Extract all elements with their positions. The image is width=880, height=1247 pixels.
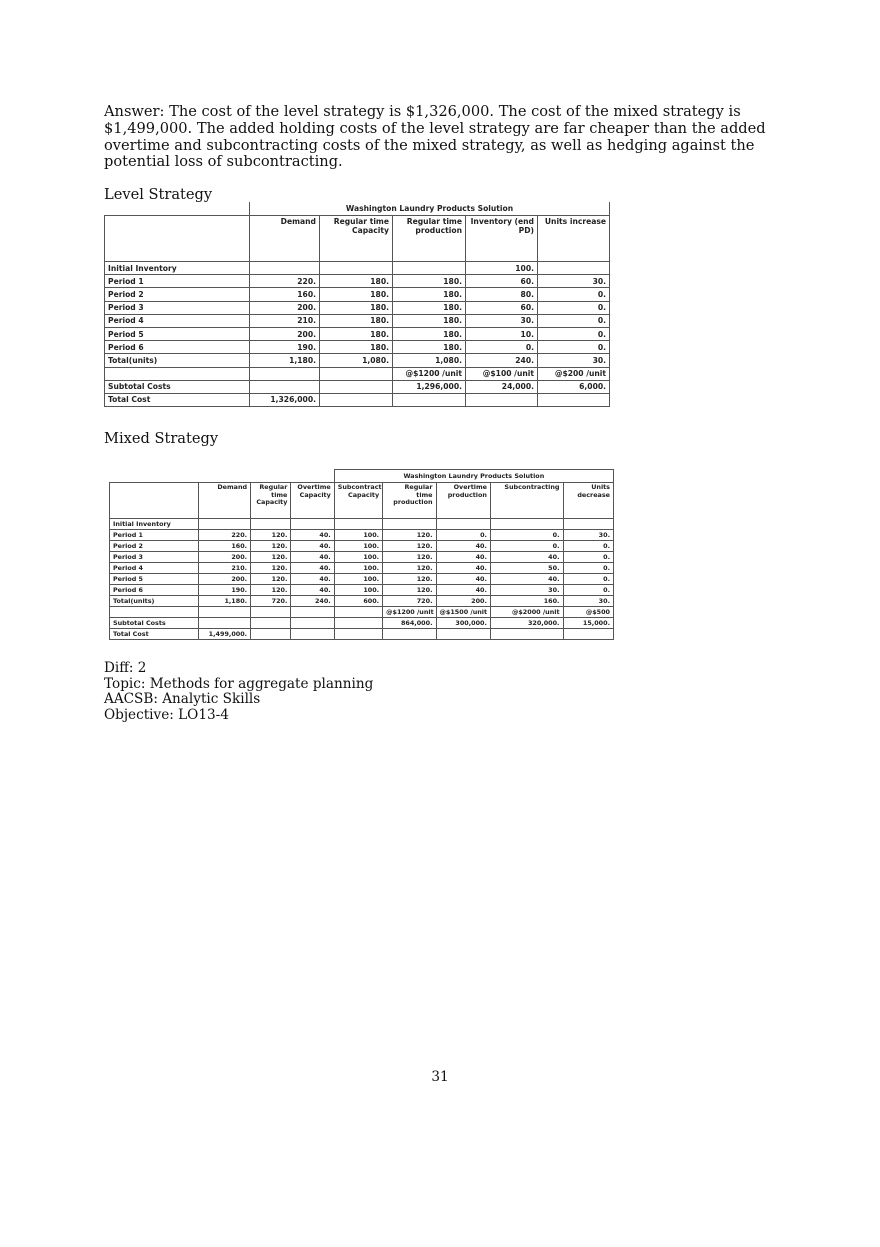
table-cell: 220. [250, 275, 320, 288]
table-cell: 1,296,000. [393, 380, 466, 393]
table-cell: 120. [251, 574, 291, 585]
table-cell: 0. [563, 541, 614, 552]
table-row [110, 618, 614, 629]
table-cell [291, 618, 334, 629]
table-cell: 40. [490, 574, 563, 585]
level-strategy-table [104, 202, 610, 407]
table-cell: 40. [291, 574, 334, 585]
table-row [105, 275, 610, 288]
table-row [110, 552, 614, 563]
table-cell [320, 380, 393, 393]
column-header: Subcontracting [490, 483, 563, 519]
table-cell [490, 629, 563, 640]
table-cell: 240. [466, 354, 538, 367]
table-cell: 0. [436, 530, 490, 541]
column-header: Demand [250, 216, 320, 262]
table-cell: 180. [393, 275, 466, 288]
table-cell: 100. [334, 563, 382, 574]
column-header: Regular time Capacity [251, 483, 291, 519]
page-number: 31 [431, 1069, 449, 1085]
column-header: Regular time Capacity [320, 216, 393, 262]
table-cell: @$1200 /unit [393, 367, 466, 380]
table-cell: 100. [334, 552, 382, 563]
table-cell [334, 629, 382, 640]
table-cell: 6,000. [538, 380, 610, 393]
table-cell: 0. [563, 585, 614, 596]
table-cell: 30. [538, 354, 610, 367]
table-row [105, 262, 610, 275]
table-cell: 0. [466, 341, 538, 354]
table-cell: 0. [563, 574, 614, 585]
table-cell [393, 262, 466, 275]
table-row [110, 519, 614, 530]
table-cell: 100. [334, 541, 382, 552]
row-label: Period 1 [110, 530, 199, 541]
table-cell: 30. [490, 585, 563, 596]
row-label: Period 1 [105, 275, 250, 288]
table-cell [198, 618, 250, 629]
table-cell [334, 618, 382, 629]
mixed-strategy-heading: Mixed Strategy [104, 430, 219, 447]
table-cell [393, 393, 466, 406]
table-cell: 40. [436, 574, 490, 585]
table-cell: 40. [436, 585, 490, 596]
table-cell: 200. [250, 327, 320, 340]
table-cell [251, 629, 291, 640]
row-label: Initial Inventory [110, 519, 199, 530]
table-cell: @$100 /unit [466, 367, 538, 380]
table-cell: 1,326,000. [250, 393, 320, 406]
table-cell: 1,180. [198, 596, 250, 607]
table-cell: 180. [320, 327, 393, 340]
table-cell [198, 519, 250, 530]
table-cell [251, 519, 291, 530]
table-row [110, 607, 614, 618]
table-cell: @$200 /unit [538, 367, 610, 380]
table-cell: 180. [393, 341, 466, 354]
table-cell: 210. [198, 563, 250, 574]
table-cell [383, 519, 436, 530]
table-title: Washington Laundry Products Solution [334, 470, 613, 483]
table-cell: 120. [251, 585, 291, 596]
column-header: Overtime production [436, 483, 490, 519]
table-cell: 120. [251, 552, 291, 563]
table-cell: 1,180. [250, 354, 320, 367]
table-cell: @$1200 /unit [383, 607, 436, 618]
table-cell: 100. [466, 262, 538, 275]
table-row [110, 596, 614, 607]
table-row [105, 327, 610, 340]
column-header: Units decrease [563, 483, 614, 519]
row-label: Period 5 [105, 327, 250, 340]
table-row [110, 629, 614, 640]
table-corner [105, 202, 250, 216]
table-cell: 40. [291, 541, 334, 552]
table-cell: 160. [198, 541, 250, 552]
table-cell: 160. [490, 596, 563, 607]
table-cell: 180. [320, 314, 393, 327]
table-cell: 180. [320, 301, 393, 314]
row-label: Period 3 [105, 301, 250, 314]
row-label: Period 4 [110, 563, 199, 574]
table-cell: 100. [334, 585, 382, 596]
table-cell: 0. [538, 301, 610, 314]
table-cell [291, 519, 334, 530]
table-cell [250, 262, 320, 275]
table-cell: @$500 [563, 607, 614, 618]
table-cell: 180. [393, 288, 466, 301]
table-cell [563, 629, 614, 640]
table-cell: 120. [383, 530, 436, 541]
table-cell [334, 519, 382, 530]
table-row [110, 563, 614, 574]
table-cell: 240. [291, 596, 334, 607]
table-cell: 0. [490, 530, 563, 541]
table-cell: 220. [198, 530, 250, 541]
table-cell: 200. [198, 552, 250, 563]
table-cell: 210. [250, 314, 320, 327]
table-cell [320, 367, 393, 380]
aacsb: AACSB: Analytic Skills [104, 691, 261, 708]
row-label: Period 3 [110, 552, 199, 563]
question-metadata [104, 661, 373, 723]
table-row [105, 288, 610, 301]
table-cell: 864,000. [383, 618, 436, 629]
table-cell: 120. [251, 541, 291, 552]
header-row [110, 483, 614, 519]
table-row [105, 341, 610, 354]
table-row [105, 301, 610, 314]
table-cell [251, 607, 291, 618]
row-label: Total Cost [105, 393, 250, 406]
table-cell: 120. [383, 563, 436, 574]
table-row [105, 367, 610, 380]
column-header: Inventory (end PD) [466, 216, 538, 262]
table-cell [466, 393, 538, 406]
table-cell: 100. [334, 574, 382, 585]
table-cell [436, 629, 490, 640]
table-cell: 320,000. [490, 618, 563, 629]
table-cell: 300,000. [436, 618, 490, 629]
table-cell: 15,000. [563, 618, 614, 629]
table-cell: @$1500 /unit [436, 607, 490, 618]
table-cell: 1,080. [393, 354, 466, 367]
table-body [110, 519, 614, 640]
row-label: Total(units) [110, 596, 199, 607]
table-cell: 30. [563, 530, 614, 541]
row-label: Subtotal Costs [110, 618, 199, 629]
table-cell: 80. [466, 288, 538, 301]
table-cell: 1,080. [320, 354, 393, 367]
table-cell [250, 380, 320, 393]
table-body [105, 262, 610, 407]
table-row [110, 574, 614, 585]
table-cell: 120. [383, 585, 436, 596]
table-row [105, 380, 610, 393]
table-cell [198, 607, 250, 618]
table-title: Washington Laundry Products Solution [250, 202, 610, 216]
table-cell: 600. [334, 596, 382, 607]
table-cell [291, 607, 334, 618]
column-header: Demand [198, 483, 250, 519]
table-cell: 190. [198, 585, 250, 596]
table-cell [320, 262, 393, 275]
table-cell: 720. [383, 596, 436, 607]
table-cell: 0. [538, 341, 610, 354]
table-cell: 100. [334, 530, 382, 541]
table-cell [490, 519, 563, 530]
table-cell: 1,499,000. [198, 629, 250, 640]
table-cell: 40. [436, 541, 490, 552]
column-header: Overtime Capacity [291, 483, 334, 519]
table-corner [110, 470, 335, 483]
answer-paragraph: Answer: The cost of the level strategy is $1,326,000. The cost of the mixed strategy is $1,499,000. The added holding costs of the level strategy are far cheaper than the added overtime and subcontracting costs of the mixed strategy, as well as hedging against the potential loss of subcontracting. [104, 103, 766, 171]
objective: Objective: LO13-4 [104, 706, 229, 723]
table-cell [250, 367, 320, 380]
table-cell: 720. [251, 596, 291, 607]
row-label: Period 2 [110, 541, 199, 552]
table-cell: 180. [320, 275, 393, 288]
table-cell [563, 519, 614, 530]
row-label [105, 367, 250, 380]
header-blank [105, 216, 250, 262]
table-cell: 120. [251, 563, 291, 574]
row-label: Period 4 [105, 314, 250, 327]
table-cell [383, 629, 436, 640]
table-cell [291, 629, 334, 640]
table-cell: 10. [466, 327, 538, 340]
column-header: Units increase [538, 216, 610, 262]
table-cell: 40. [291, 585, 334, 596]
table-cell: 180. [393, 301, 466, 314]
row-label [110, 607, 199, 618]
header-row [105, 216, 610, 262]
column-header: Subcontract Capacity [334, 483, 382, 519]
table-cell [251, 618, 291, 629]
row-label: Initial Inventory [105, 262, 250, 275]
table-cell [538, 393, 610, 406]
table-cell [334, 607, 382, 618]
column-header: Regular time production [383, 483, 436, 519]
table-cell: 40. [436, 563, 490, 574]
table-cell: 40. [490, 552, 563, 563]
table-cell [320, 393, 393, 406]
row-label: Total(units) [105, 354, 250, 367]
table-cell: 24,000. [466, 380, 538, 393]
table-cell: 40. [291, 552, 334, 563]
table-cell: 0. [563, 563, 614, 574]
table-cell: 40. [436, 552, 490, 563]
table-cell: 180. [393, 327, 466, 340]
table-row [110, 530, 614, 541]
column-header: Regular time production [393, 216, 466, 262]
table-cell: 0. [563, 552, 614, 563]
table-cell: 200. [198, 574, 250, 585]
table-cell: 180. [320, 341, 393, 354]
table-cell: 0. [538, 314, 610, 327]
level-strategy-heading: Level Strategy [104, 186, 213, 203]
table-cell: 120. [383, 574, 436, 585]
table-cell: 200. [436, 596, 490, 607]
table-cell [538, 262, 610, 275]
row-label: Period 6 [110, 585, 199, 596]
table-cell: 60. [466, 301, 538, 314]
topic: Topic: Methods for aggregate planning [104, 675, 374, 692]
table-cell: 0. [538, 288, 610, 301]
difficulty: Diff: 2 [104, 660, 147, 676]
table-cell [436, 519, 490, 530]
table-cell: 180. [393, 314, 466, 327]
table-cell: 120. [251, 530, 291, 541]
table-cell: 40. [291, 530, 334, 541]
table-row [110, 585, 614, 596]
table-row [105, 314, 610, 327]
row-label: Period 6 [105, 341, 250, 354]
table-cell: 0. [538, 327, 610, 340]
row-label: Period 2 [105, 288, 250, 301]
table-cell: 0. [490, 541, 563, 552]
table-cell: 50. [490, 563, 563, 574]
table-cell: 60. [466, 275, 538, 288]
table-row [105, 354, 610, 367]
table-cell: 190. [250, 341, 320, 354]
table-cell: 200. [250, 301, 320, 314]
table-row [105, 393, 610, 406]
table-row [110, 541, 614, 552]
table-cell: 180. [320, 288, 393, 301]
table-cell: @$2000 /unit [490, 607, 563, 618]
table-cell: 30. [538, 275, 610, 288]
row-label: Total Cost [110, 629, 199, 640]
table-cell: 30. [466, 314, 538, 327]
table-cell: 40. [291, 563, 334, 574]
table-cell: 30. [563, 596, 614, 607]
mixed-strategy-table [109, 469, 614, 640]
row-label: Period 5 [110, 574, 199, 585]
table-cell: 120. [383, 541, 436, 552]
table-cell: 120. [383, 552, 436, 563]
table-cell: 160. [250, 288, 320, 301]
header-blank [110, 483, 199, 519]
row-label: Subtotal Costs [105, 380, 250, 393]
